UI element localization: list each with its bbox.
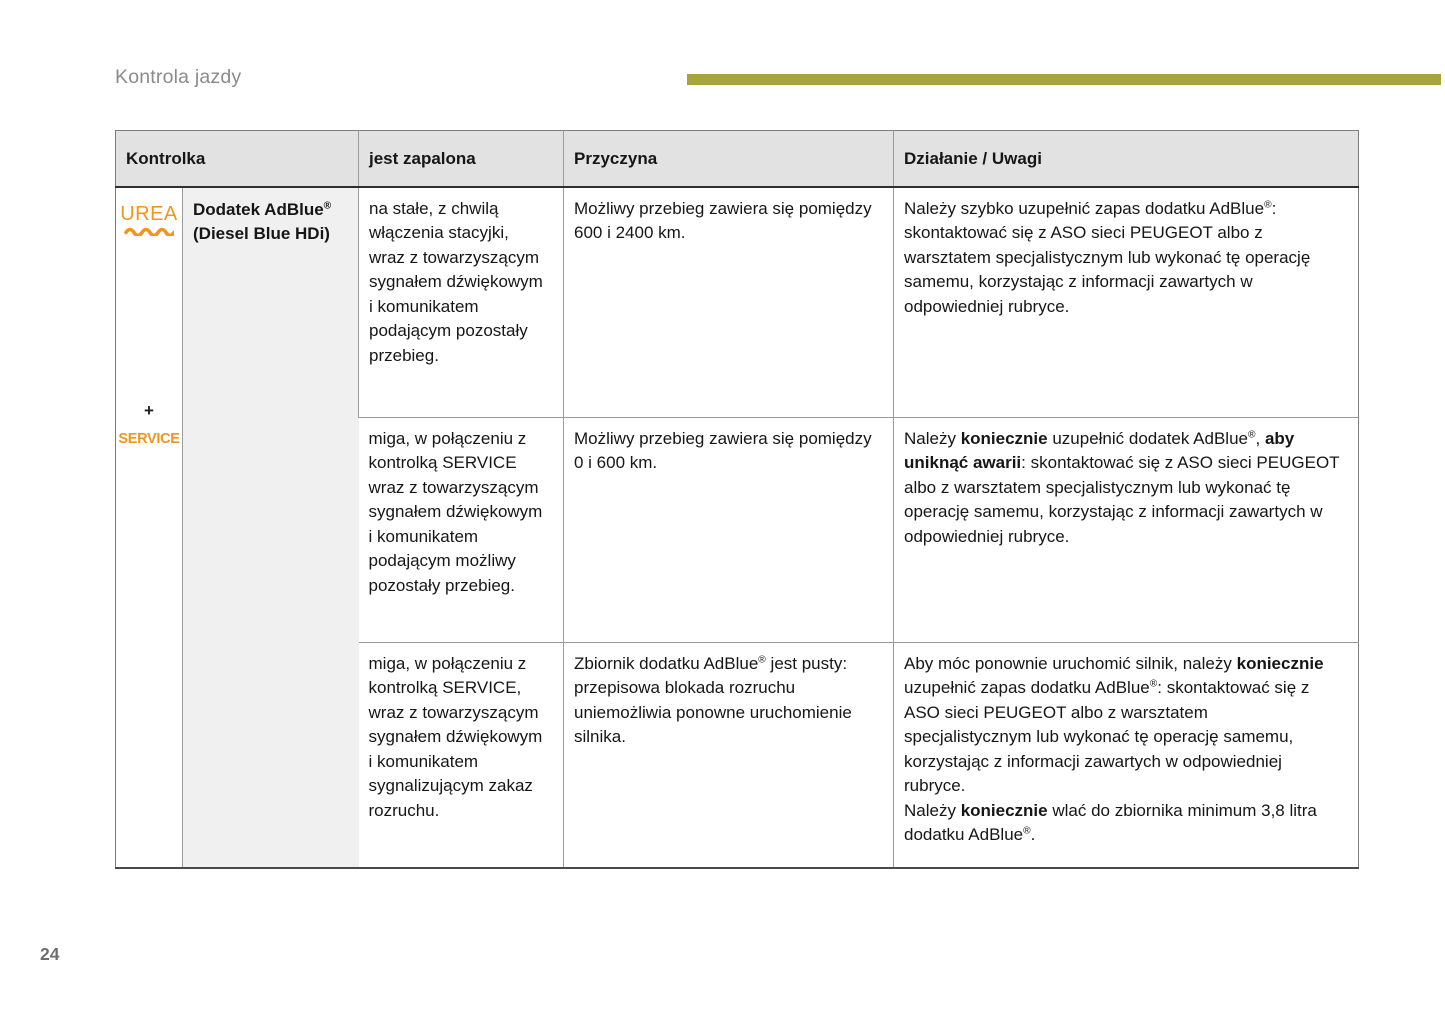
cell-action: Należy szybko uzupełnić zapas dodatku AdBlue®: skontaktować się z ASO sieci PEUGEOT albo z warsztatem specjalistycznym lub wykonać tę operację samemu, korzystając z informacji zawartych w odpowiedniej rubryce. — [894, 187, 1359, 418]
column-header-przyczyna: Przyczyna — [564, 131, 894, 188]
service-icon: SERVICE — [118, 431, 180, 447]
indicator-icon-group — [116, 188, 182, 792]
page-number: 24 — [40, 944, 60, 964]
urea-warning-icon — [116, 204, 182, 236]
cell-lit-when: na stałe, z chwilą włączenia stacyjki, wraz z towarzyszącym sygnałem dźwiękowym i komunikatem podającym pozostały przebieg. — [359, 187, 564, 418]
page-title: Kontrola jazdy — [115, 66, 242, 88]
cell-lit-when: miga, w połączeniu z kontrolką SERVICE, wraz z towarzyszącym sygnałem dźwiękowym i komunikatem sygnalizującym zakaz rozruchu. — [359, 643, 564, 869]
indicator-table — [115, 130, 1359, 869]
urea-icon-label: UREA — [120, 203, 178, 225]
cell-cause: Możliwy przebieg zawiera się pomiędzy 0 i 600 km. — [564, 418, 894, 643]
column-header-kontrolka: Kontrolka — [116, 131, 359, 188]
accent-bar — [687, 74, 1441, 85]
table-header-row — [116, 131, 1359, 188]
cell-action: Aby móc ponownie uruchomić silnik, należy koniecznie uzupełnić zapas dodatku AdBlue®: skontaktować się z ASO sieci PEUGEOT albo z warsztatem specjalistycznym lub wykonać tę operację samemu, korzystając z informacji zawartych w odpowiedniej rubryce. Należy koniecznie wlać do zbiornika minimum 3,8 litra dodatku AdBlue®. — [894, 643, 1359, 869]
cell-action: Należy koniecznie uzupełnić dodatek AdBlue®, aby uniknąć awarii: skontaktować się z ASO sieci PEUGEOT albo z warsztatem specjalistycznym lub wykonać tę operację samemu, korzystając z informacji zawartych w odpowiedniej rubryce. — [894, 418, 1359, 643]
column-header-dzialanie-uwagi: Działanie / Uwagi — [894, 131, 1359, 188]
cell-cause: Zbiornik dodatku AdBlue® jest pusty: przepisowa blokada rozruchu uniemożliwia ponowne uruchomienie silnika. — [564, 643, 894, 869]
indicator-name-cell: Dodatek AdBlue® (Diesel Blue HDi) — [183, 187, 359, 868]
cell-lit-when: miga, w połączeniu z kontrolką SERVICE wraz z towarzyszącym sygnałem dźwiękowym i komunikatem podającym możliwy pozostały przebieg. — [359, 418, 564, 643]
plus-sign: + — [144, 401, 154, 420]
indicator-icon-cell — [116, 187, 183, 868]
urea-wave-icon — [124, 225, 174, 236]
table-row — [116, 187, 1359, 418]
column-header-jest-zapalona: jest zapalona — [359, 131, 564, 188]
cell-cause: Możliwy przebieg zawiera się pomiędzy 600 i 2400 km. — [564, 187, 894, 418]
